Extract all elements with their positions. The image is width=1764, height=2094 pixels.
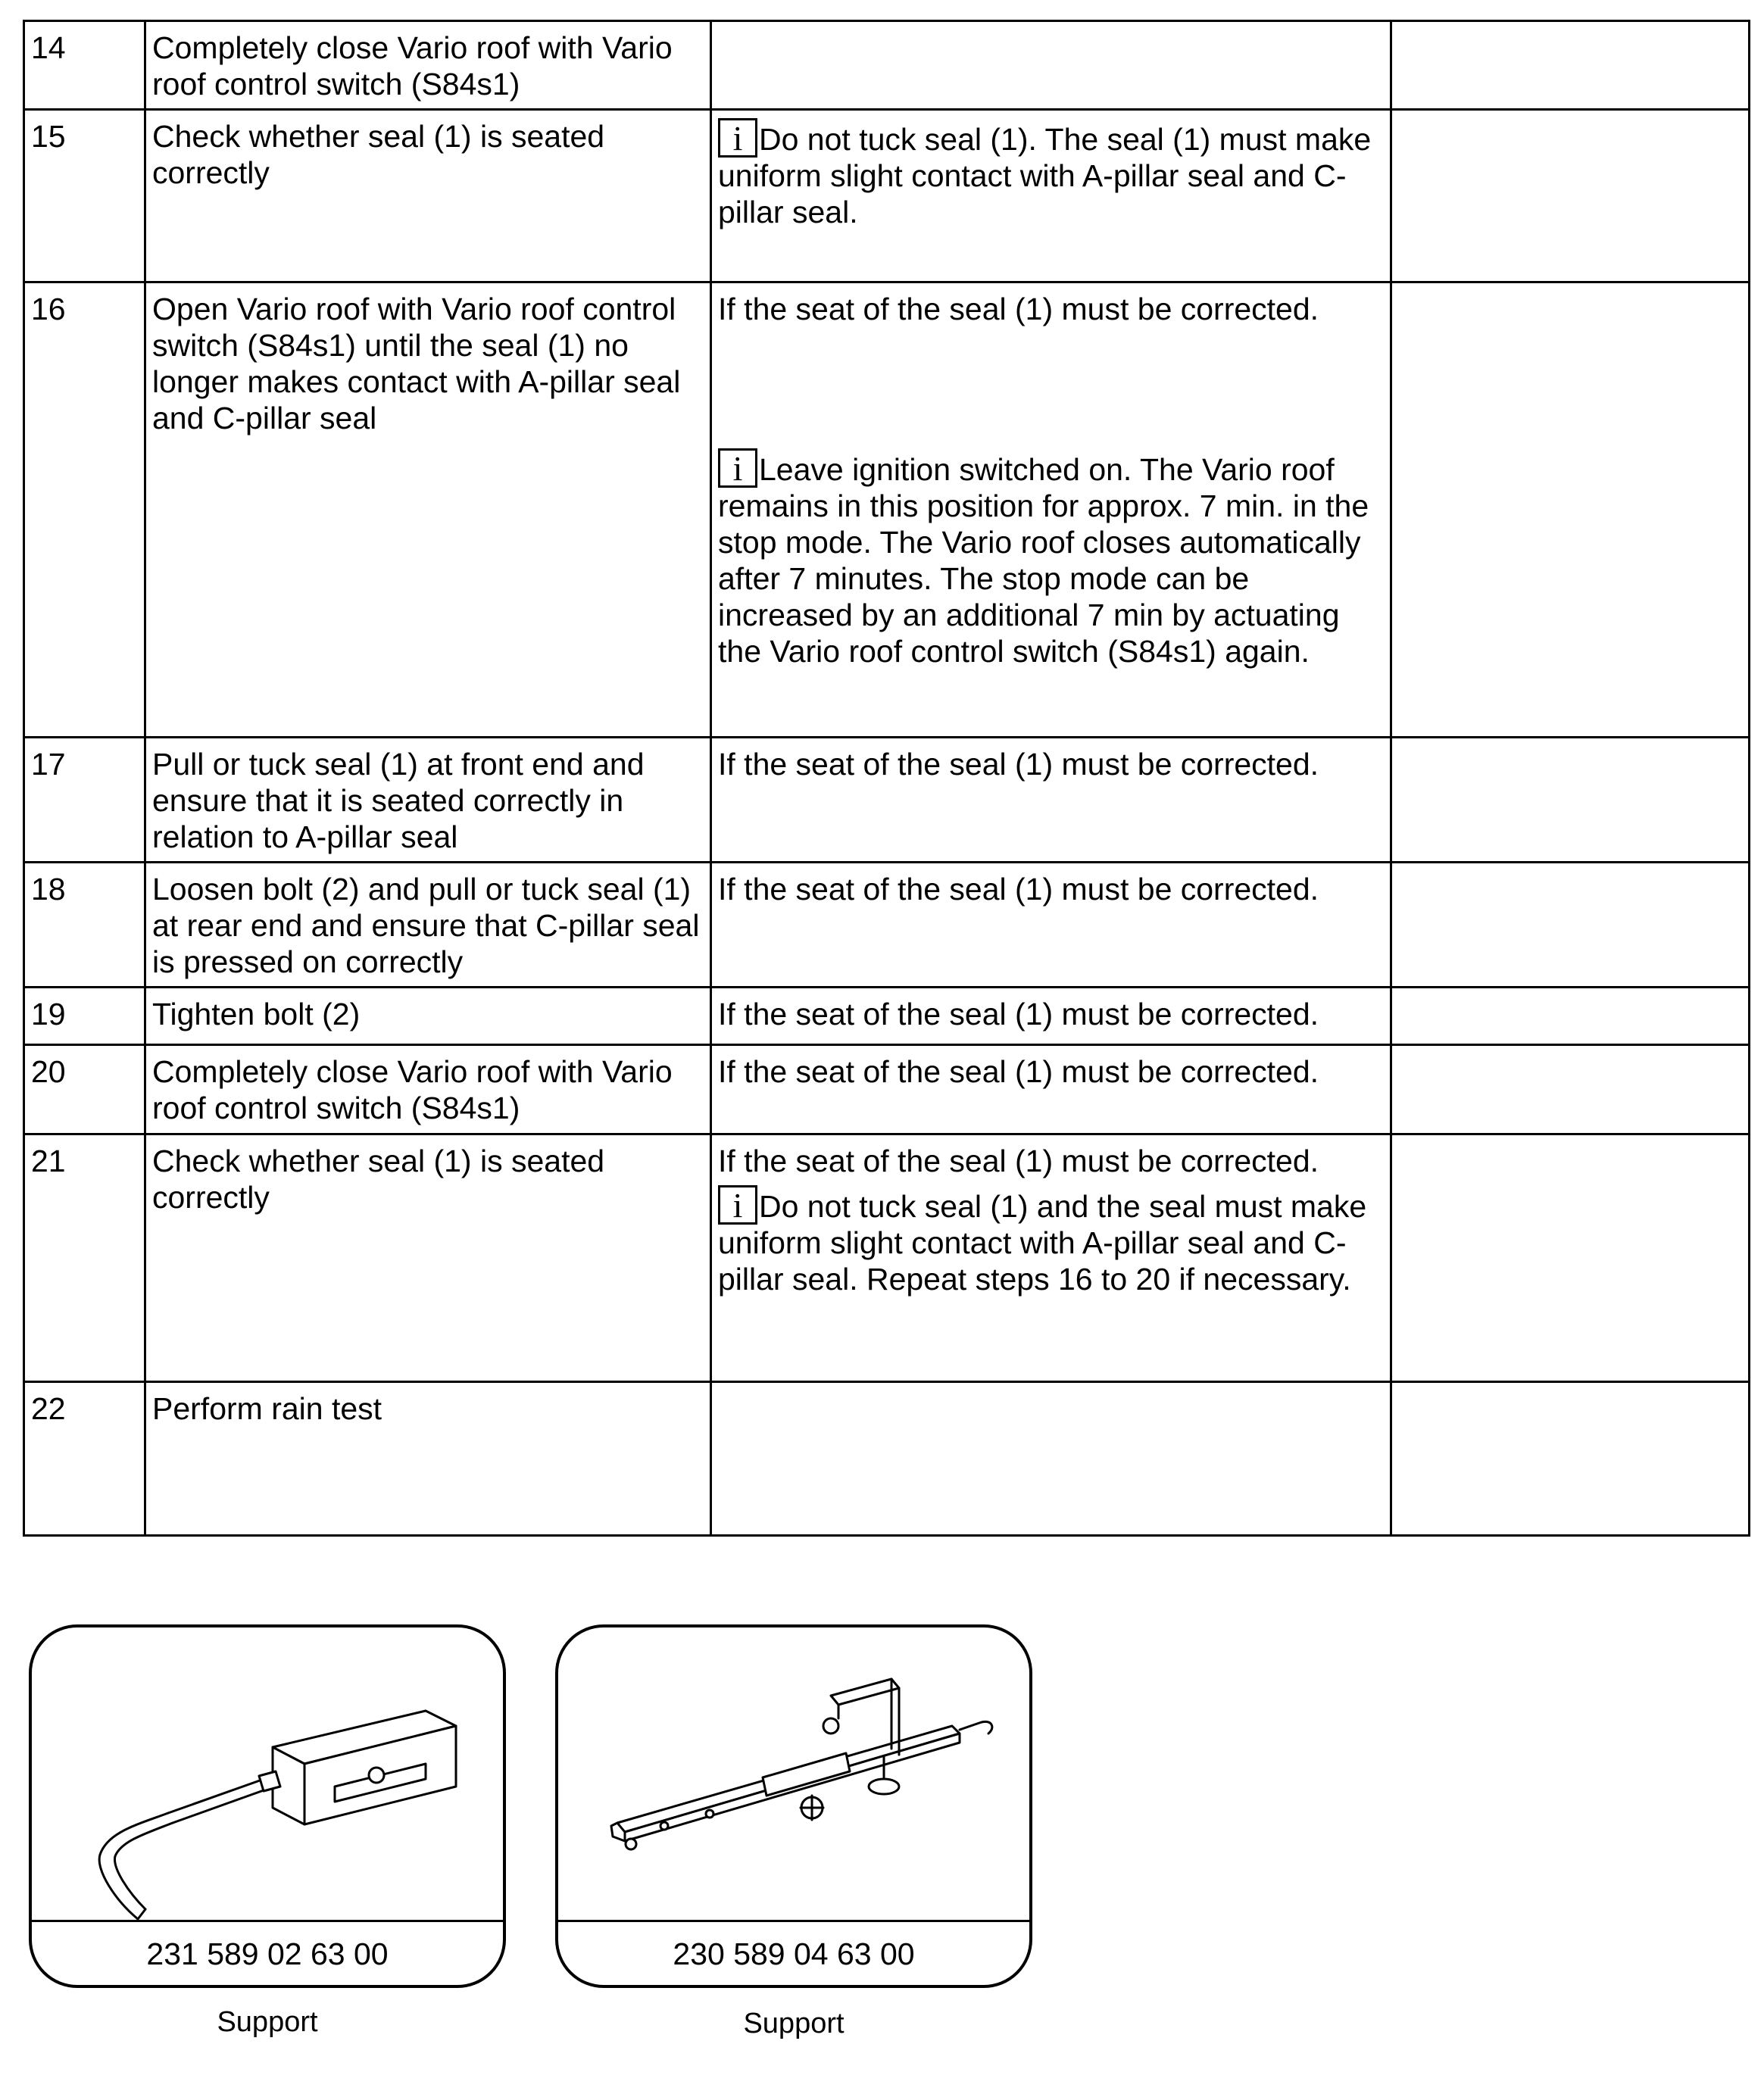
step-number: 20 [24, 1045, 145, 1134]
step-action: Tighten bolt (2) [145, 988, 711, 1045]
table-row [24, 863, 1750, 988]
remark-text: If the seat of the seal (1) must be corrected. [718, 292, 1319, 326]
step-action: Open Vario roof with Vario roof control switch (S84s1) until the seal (1) no longer makes contact with A-pillar seal and C-pillar seal [145, 282, 711, 738]
step-action: Completely close Vario roof with Vario roof control switch (S84s1) [145, 21, 711, 110]
step-extra [1391, 738, 1750, 863]
step-remarks [711, 1382, 1391, 1536]
info-icon: i [718, 1185, 757, 1225]
step-remarks [711, 1134, 1391, 1382]
step-extra [1391, 988, 1750, 1045]
step-number: 22 [24, 1382, 145, 1536]
info-icon: i [718, 118, 757, 158]
note-text: Leave ignition switched on. The Vario roof remains in this position for approx. 7 min. in the stop mode. The Vario roof closes automatically after 7 minutes. The stop mode can be increased by an additional 7 min by actuating the Vario roof control switch (S84s1) again. [718, 452, 1369, 669]
step-extra [1391, 1382, 1750, 1536]
note [718, 1185, 1384, 1297]
work-steps-table [23, 20, 1750, 1537]
step-extra [1391, 282, 1750, 738]
table-row [24, 21, 1750, 110]
remark-text: If the seat of the seal (1) must be corrected. [718, 1144, 1319, 1178]
tool-card [29, 1624, 506, 1988]
step-extra [1391, 21, 1750, 110]
note [718, 448, 1384, 669]
step-extra [1391, 1045, 1750, 1134]
step-action: Loosen bolt (2) and pull or tuck seal (1) at rear end and ensure that C-pillar seal is pressed on correctly [145, 863, 711, 988]
step-remarks [711, 21, 1391, 110]
note [718, 118, 1384, 230]
tool-card [555, 1624, 1032, 1988]
step-number: 19 [24, 988, 145, 1045]
table-row [24, 282, 1750, 738]
step-remarks [711, 110, 1391, 282]
table-row [24, 1045, 1750, 1134]
table-row [24, 1382, 1750, 1536]
note-text: Do not tuck seal (1) and the seal must make uniform slight contact with A-pillar seal and C-pillar seal. Repeat steps 16 to 20 if necessary. [718, 1189, 1367, 1297]
step-remarks: If the seat of the seal (1) must be corrected. [711, 738, 1391, 863]
tool-part-number: 230 589 04 63 00 [673, 1936, 915, 1971]
step-number: 16 [24, 282, 145, 738]
step-number: 17 [24, 738, 145, 863]
step-action: Check whether seal (1) is seated correctly [145, 110, 711, 282]
tool-part-number: 231 589 02 63 00 [146, 1936, 389, 1971]
step-remarks: If the seat of the seal (1) must be corrected. [711, 863, 1391, 988]
step-action: Pull or tuck seal (1) at front end and ensure that it is seated correctly in relation to A-pillar seal [145, 738, 711, 863]
step-action: Check whether seal (1) is seated correctly [145, 1134, 711, 1382]
divider [558, 1920, 1029, 1922]
step-action: Perform rain test [145, 1382, 711, 1536]
step-extra [1391, 1134, 1750, 1382]
info-icon: i [718, 448, 757, 488]
table-row [24, 1134, 1750, 1382]
step-extra [1391, 863, 1750, 988]
step-number: 21 [24, 1134, 145, 1382]
note-text: Do not tuck seal (1). The seal (1) must make uniform slight contact with A-pillar seal and C-pillar seal. [718, 122, 1372, 229]
step-number: 14 [24, 21, 145, 110]
table-row [24, 110, 1750, 282]
hex-key-support-icon [32, 1627, 503, 1921]
step-action: Completely close Vario roof with Vario roof control switch (S84s1) [145, 1045, 711, 1134]
step-extra [1391, 110, 1750, 282]
step-remarks: If the seat of the seal (1) must be corrected. [711, 1045, 1391, 1134]
step-number: 15 [24, 110, 145, 282]
tool-caption: Support [743, 2008, 845, 2039]
step-remarks [711, 282, 1391, 738]
table-row [24, 988, 1750, 1045]
divider [32, 1920, 503, 1922]
adjustable-bar-support-icon [558, 1627, 1029, 1921]
step-number: 18 [24, 863, 145, 988]
table-row [24, 738, 1750, 863]
step-remarks: If the seat of the seal (1) must be corrected. [711, 988, 1391, 1045]
tool-caption: Support [217, 2006, 318, 2038]
